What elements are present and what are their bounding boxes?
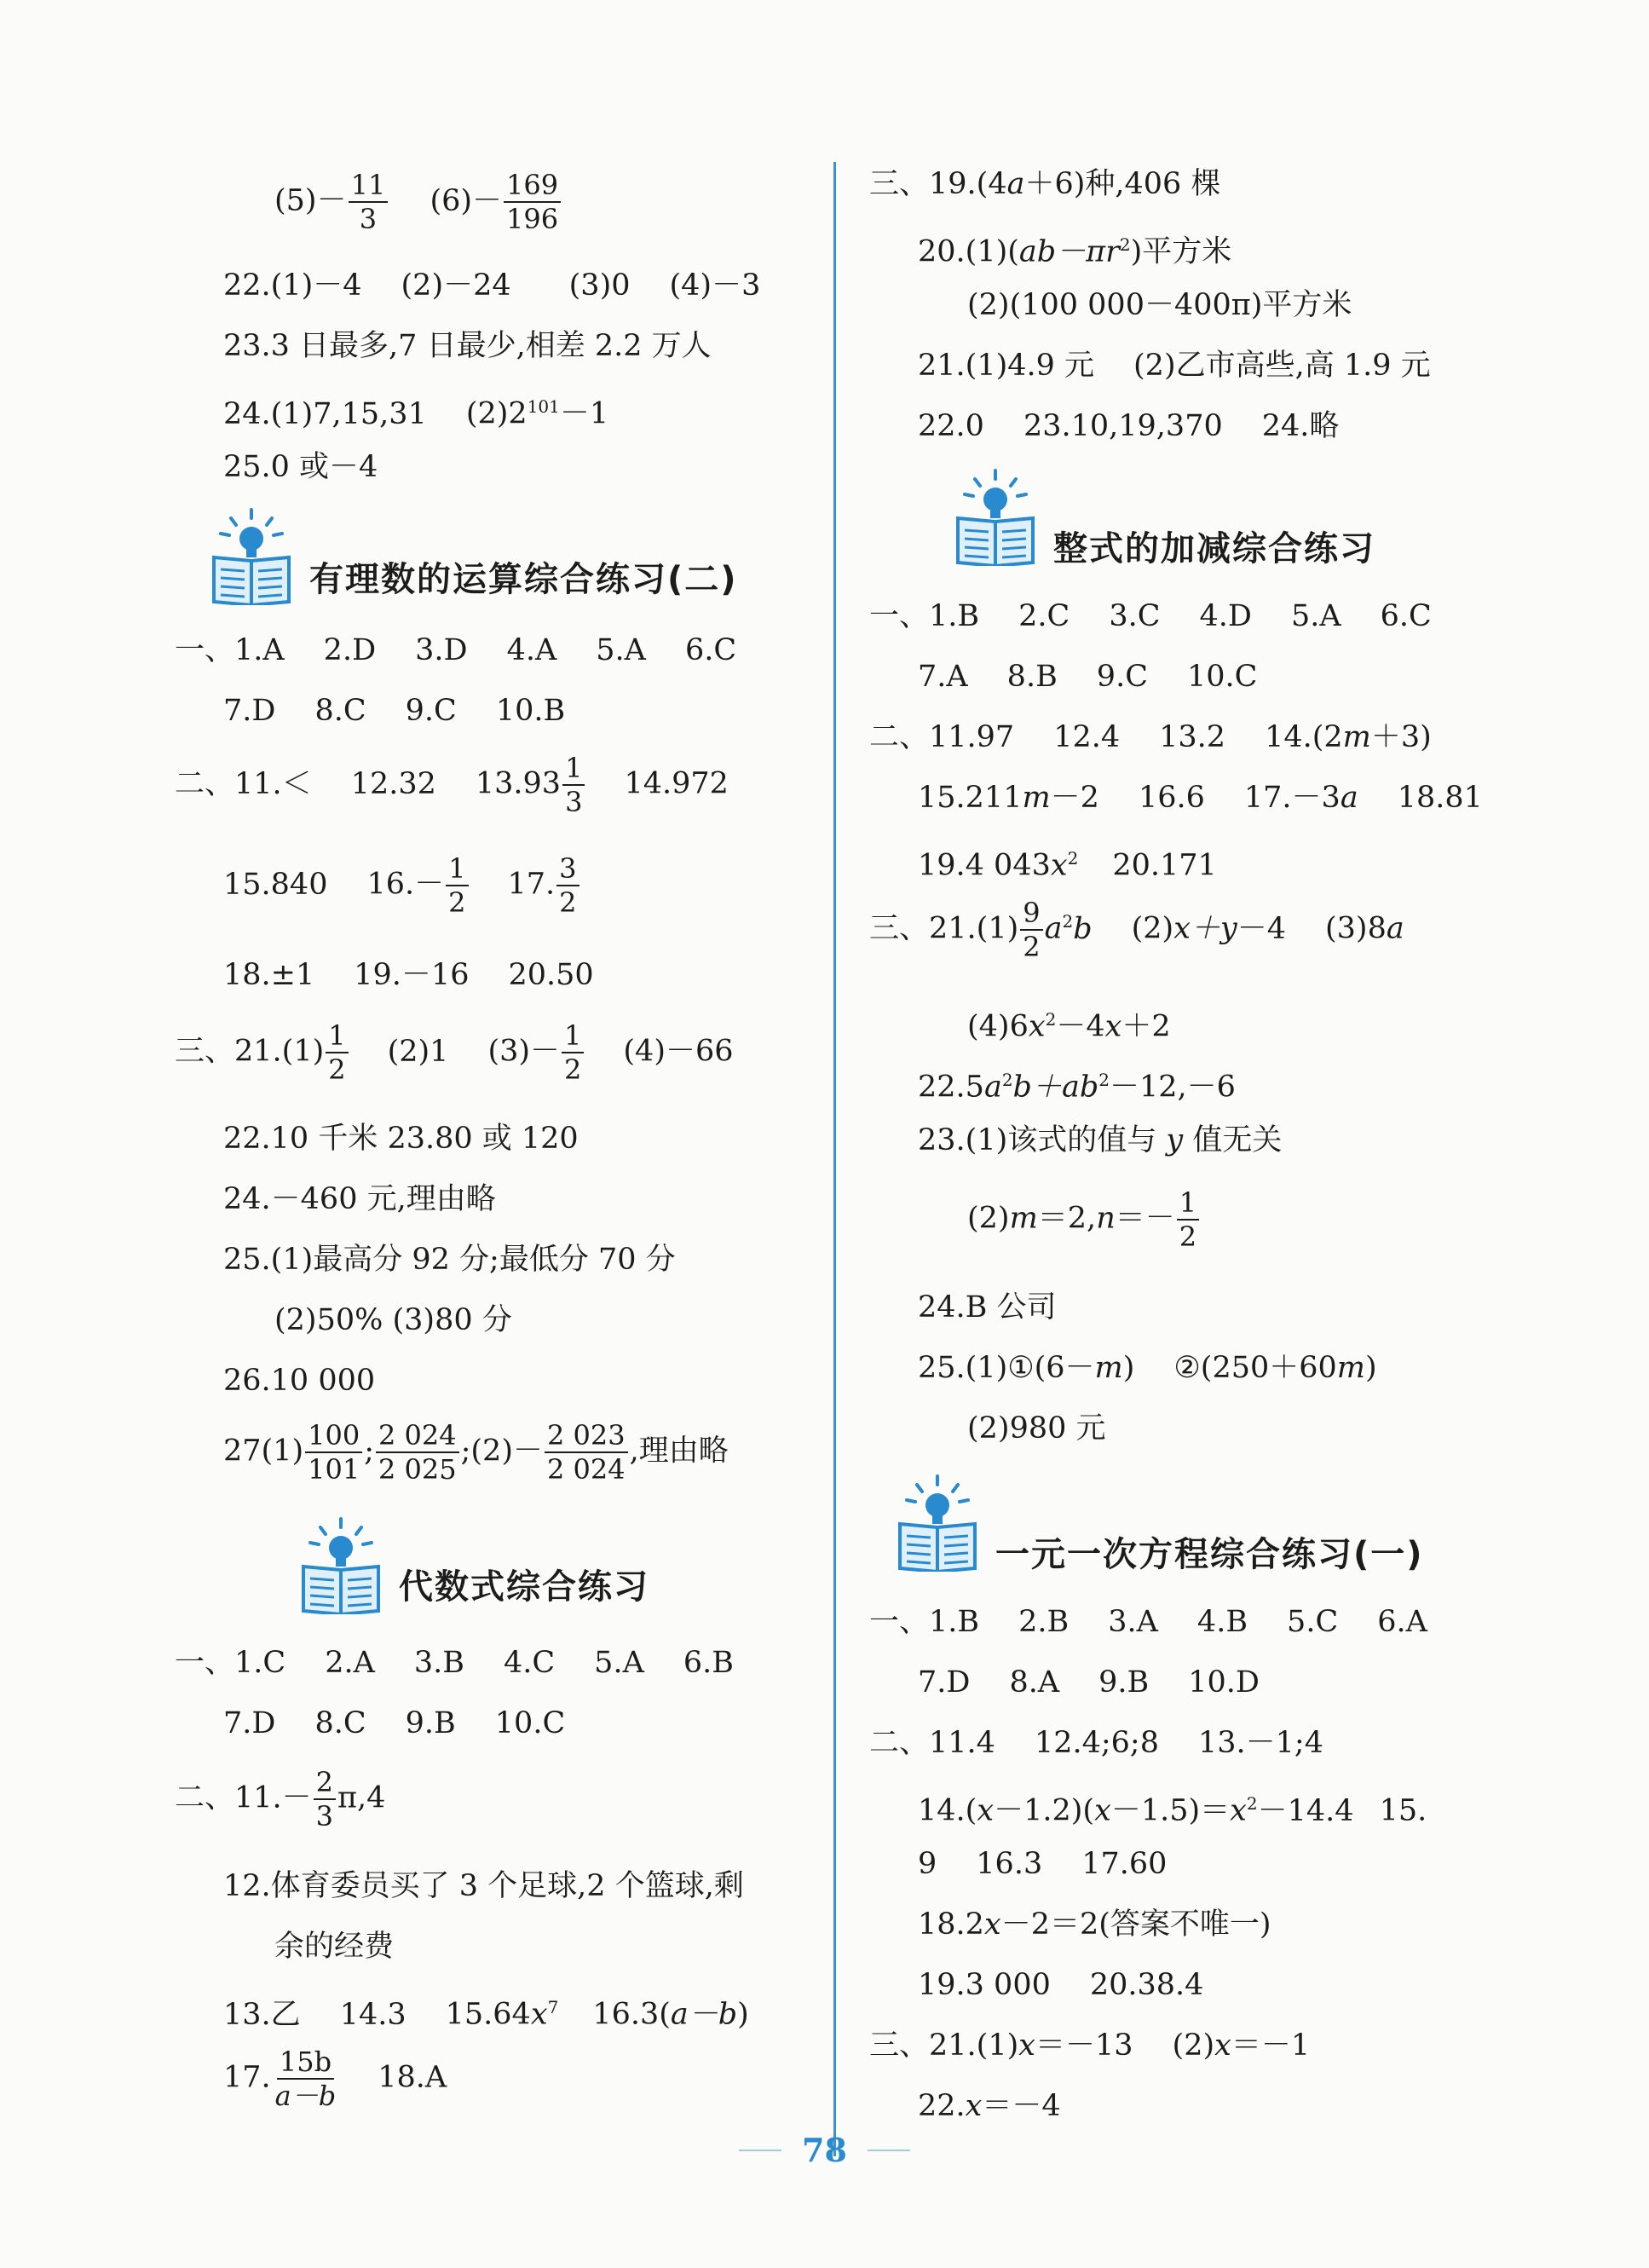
answer-line: 18.2x－2＝2(答案不唯一) <box>918 1907 1271 1942</box>
fraction: $\frac{2}{3}$ <box>314 1766 336 1832</box>
answer-line: 9 16.3 17.60 <box>918 1847 1168 1881</box>
fraction: $\frac{1}{2}$ <box>326 1019 348 1086</box>
answer-line: 15.840 16.－ $\frac{1}{2}$ 17. $\frac{3}{2}$ <box>223 852 581 919</box>
answer-line: (2)980 元 <box>967 1411 1106 1446</box>
answer-line: 24.－460 元,理由略 <box>223 1182 496 1216</box>
answer-line: 三、21.(1) $\frac{9}{2}$ $a^2b$ (2)x＋y－4 (3)8a <box>869 897 1404 963</box>
answer-line: 一、1.C 2.A 3.B 4.C 5.A 6.B <box>175 1646 734 1680</box>
answer-line: 二、11.4 12.4;6;8 13.－1;4 <box>869 1726 1323 1760</box>
answer-line: 22.(1)－4 (2)－24 (3)0 (4)－3 <box>223 268 761 303</box>
answer-line: 23.3 日最多,7 日最少,相差 2.2 万人 <box>223 329 712 363</box>
answer-line: 三、19.(4a＋6)种,406 棵 <box>869 167 1221 201</box>
answer-line: 13.乙 14.3 $15.64x^7$ 16.3(a－b) <box>223 1997 749 2032</box>
fraction: $\frac{11}{3}$ <box>349 169 389 235</box>
fraction: $\frac{1}{2}$ <box>562 1019 584 1086</box>
fraction: $\frac{100}{101}$ <box>305 1419 362 1486</box>
answer-line: 二、11.－ $\frac{2}{3}$ π,4 <box>175 1766 386 1832</box>
answer-line: (2)m＝2,n＝－ $\frac{1}{2}$ <box>967 1186 1201 1253</box>
answer-line: 15.211m－2 16.6 17.－3a 18.81 <box>918 781 1483 815</box>
answer-line: 21.(1)4.9 元 (2)乙市高些,高 1.9 元 <box>918 349 1431 383</box>
answer-line: 一、1.B 2.B 3.A 4.B 5.C 6.A <box>869 1605 1427 1639</box>
lightbulb-book-icon <box>298 1517 383 1614</box>
fraction: $\frac{9}{2}$ <box>1020 897 1042 963</box>
fraction: $\frac{1}{2}$ <box>1177 1186 1199 1253</box>
fraction: $\frac{2 024}{2 025}$ <box>376 1419 459 1486</box>
lightbulb-book-icon <box>953 469 1038 566</box>
answer-line: 25.(1)最高分 92 分;最低分 70 分 <box>223 1243 676 1277</box>
answer-line: 22.10 千米 23.80 或 120 <box>223 1122 579 1156</box>
answer-line: 余的经费 <box>274 1930 395 1964</box>
answer-line: $20.(1)(ab-\pi r^2)$平方米 <box>918 234 1232 269</box>
answer-line: 三、21.(1) $\frac{1}{2}$ (2)1 (3)－ $\frac{1}{2}$ (4)－66 <box>175 1019 734 1086</box>
answer-line: 22.0 23.10,19,370 24.略 <box>918 409 1340 443</box>
lightbulb-book-icon <box>209 508 294 605</box>
answer-line: 19.3 000 20.38.4 <box>918 1968 1204 2002</box>
lightbulb-book-icon <box>895 1474 980 1572</box>
answer-line: 26.10 000 <box>223 1364 376 1398</box>
answer-line: (2)50% (3)80 分 <box>274 1303 512 1337</box>
answer-line: 25.(1)①(6－m) ②(250＋60m) <box>918 1351 1377 1385</box>
section-title: 代数式综合练习 <box>399 1567 649 1607</box>
answer-line: (5)－ $\frac{11}{3}$ (6)－ $\frac{169}{196}$ <box>274 169 562 235</box>
column-divider <box>833 162 836 2156</box>
answer-line: 12.体育委员买了 3 个足球,2 个篮球,剩 <box>223 1869 744 1903</box>
fraction: $\frac{1}{3}$ <box>562 752 585 818</box>
answer-line: 7.A 8.B 9.C 10.C <box>918 660 1258 694</box>
answer-line: 18.±1 19.－16 20.50 <box>223 958 594 992</box>
fraction: $\frac{169}{196}$ <box>504 169 561 235</box>
page-number: 78 <box>0 2131 1649 2169</box>
answer-line: 27(1) $\frac{100}{101}$ ; $\frac{2 024}{2 025}$ ;(2)－ $\frac{2 023}{2 024}$ ,理由略 <box>223 1419 729 1486</box>
answer-line: $(4)6x^2-4x+2$ <box>967 1009 1171 1044</box>
section-title: 整式的加减综合练习 <box>1053 529 1375 568</box>
fraction: $\frac{3}{2}$ <box>556 852 579 919</box>
section-title: 一元一次方程综合练习(一) <box>995 1535 1424 1574</box>
answer-line: (2)(100 000－400π)平方米 <box>967 288 1352 322</box>
fraction: $\frac{2 023}{2 024}$ <box>545 1419 628 1486</box>
answer-line: 24.(1)7,15,31 $(2)2^{101}-1$ <box>223 396 609 431</box>
answer-line: 17. $\frac{15b}{a-b}$ 18.A <box>223 2046 447 2112</box>
answer-line: 22.x＝－4 <box>918 2089 1061 2123</box>
answer-line: $14.(x-1.2)(x-1.5)=x^2-14.4$ 15. <box>918 1793 1427 1828</box>
fraction: $\frac{1}{2}$ <box>446 852 468 919</box>
answer-line: 24.B 公司 <box>918 1290 1057 1324</box>
answer-line: 三、21.(1)x＝－13 (2)x＝－1 <box>869 2029 1311 2063</box>
answer-line: 23.(1)该式的值与 y 值无关 <box>918 1123 1283 1157</box>
answer-line: 一、1.B 2.C 3.C 4.D 5.A 6.C <box>869 599 1432 633</box>
answer-line: 7.D 8.A 9.B 10.D <box>918 1665 1260 1700</box>
section-title: 有理数的运算综合练习(二) <box>309 560 738 599</box>
answer-line: 25.0 或－4 <box>223 450 378 484</box>
fraction: $\frac{15b}{a-b}$ <box>274 2046 337 2112</box>
answer-line: 19.4 $043x^2$ 20.171 <box>918 848 1217 883</box>
answer-line: 7.D 8.C 9.B 10.C <box>223 1706 566 1740</box>
answer-line: 二、11.97 12.4 13.2 14.(2m＋3) <box>869 720 1432 754</box>
answer-line: 7.D 8.C 9.C 10.B <box>223 694 566 728</box>
answer-line: $22.5a^2b+ab^2-12,-6$ <box>918 1070 1236 1105</box>
answer-line: 一、1.A 2.D 3.D 4.A 5.A 6.C <box>175 633 737 667</box>
answer-line: 二、11.＜ 12.32 13.93 $\frac{1}{3}$ 14.972 <box>175 752 729 818</box>
